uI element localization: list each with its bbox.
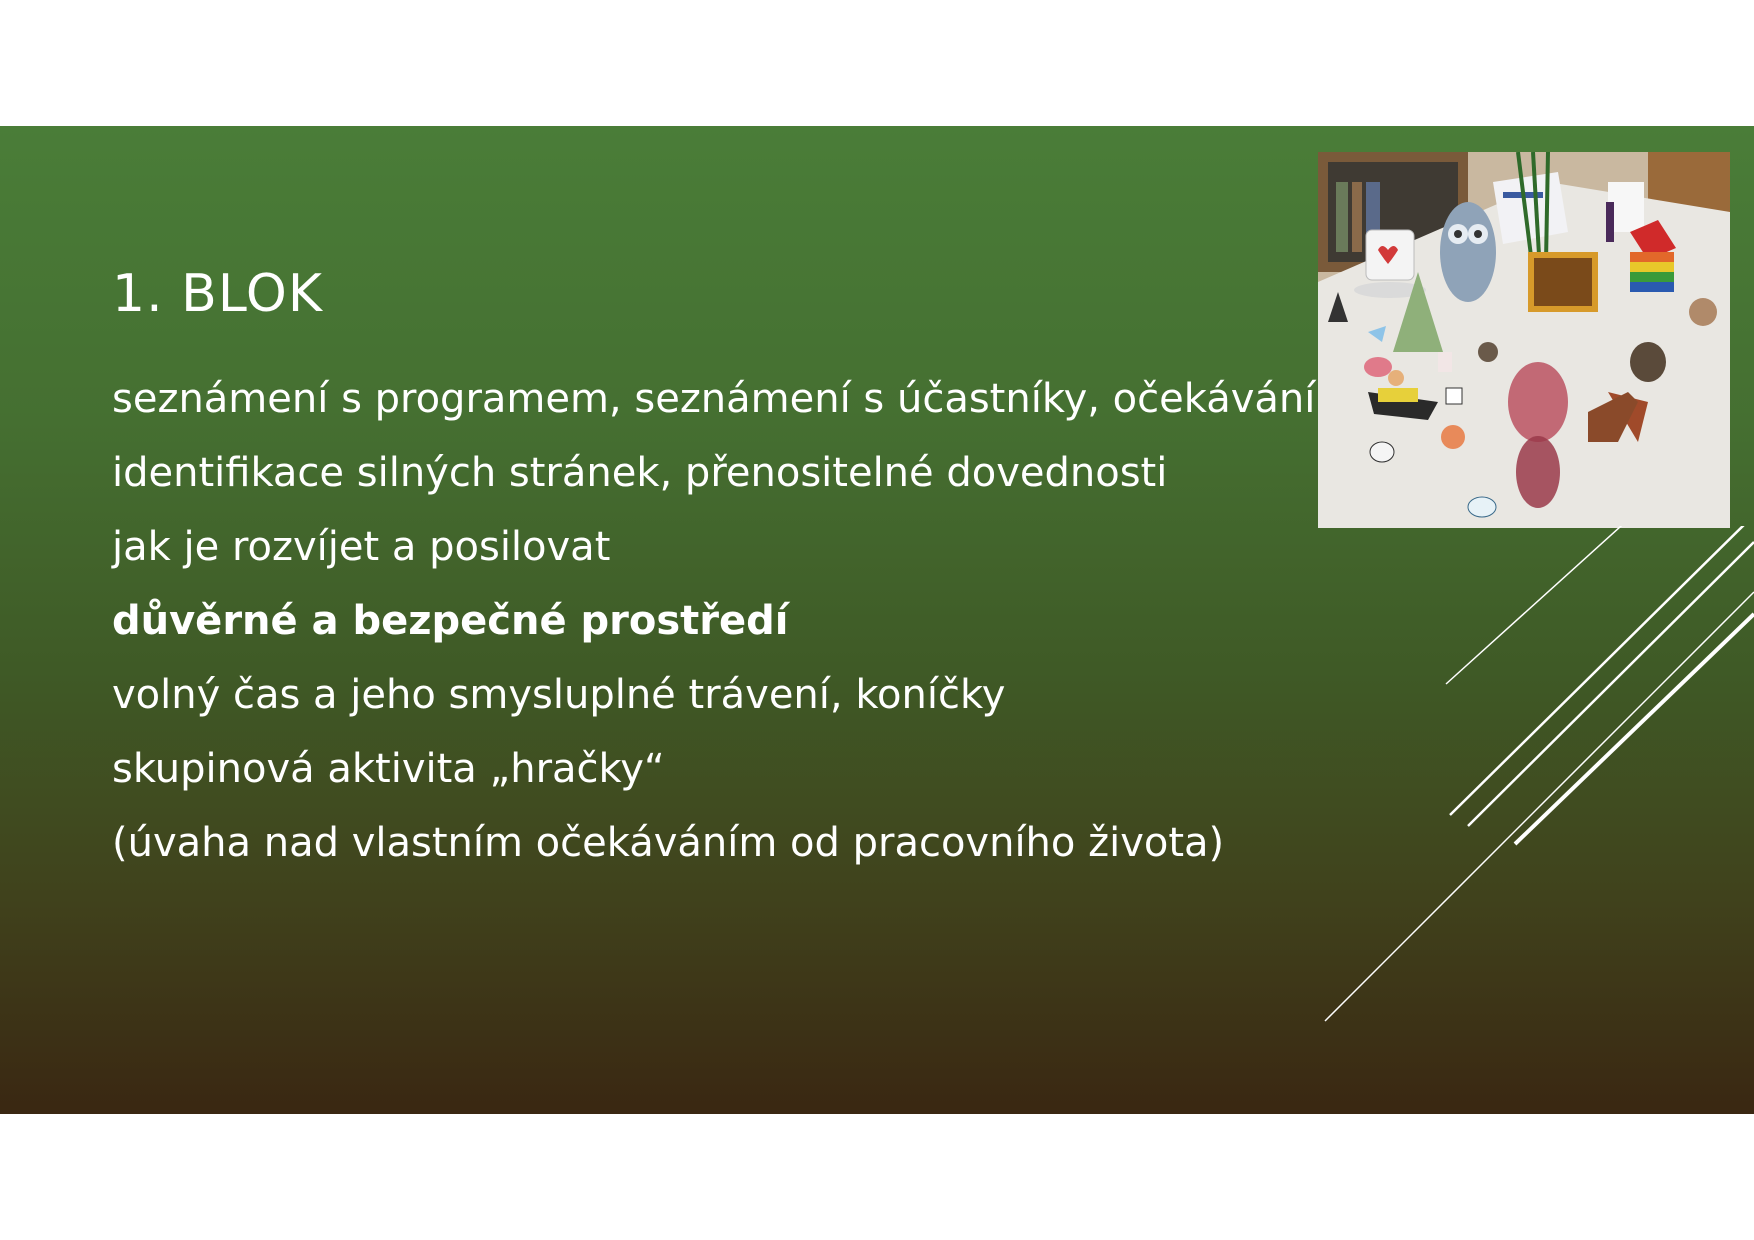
- toys-photo-illustration: [1318, 152, 1730, 528]
- content-item: volný čas a jeho smysluplné trávení, koníčky: [112, 672, 1006, 718]
- content-item: jak je rozvíjet a posilovat: [112, 524, 611, 570]
- toys-photo: [1318, 152, 1730, 528]
- content-item: seznámení s programem, seznámení s účastníky, očekávání: [112, 376, 1316, 422]
- slide-title: 1. BLOK: [112, 264, 323, 324]
- content-item-bold: důvěrné a bezpečné prostředí: [112, 598, 789, 644]
- content-item: identifikace silných stránek, přenositelné dovednosti: [112, 450, 1168, 496]
- content-item: skupinová aktivita „hračky“: [112, 746, 665, 792]
- content-list: [112, 374, 1322, 892]
- slide: [0, 126, 1754, 1114]
- decorative-lines: [1300, 526, 1754, 1046]
- content-item: (úvaha nad vlastním očekáváním od pracovního života): [112, 820, 1225, 866]
